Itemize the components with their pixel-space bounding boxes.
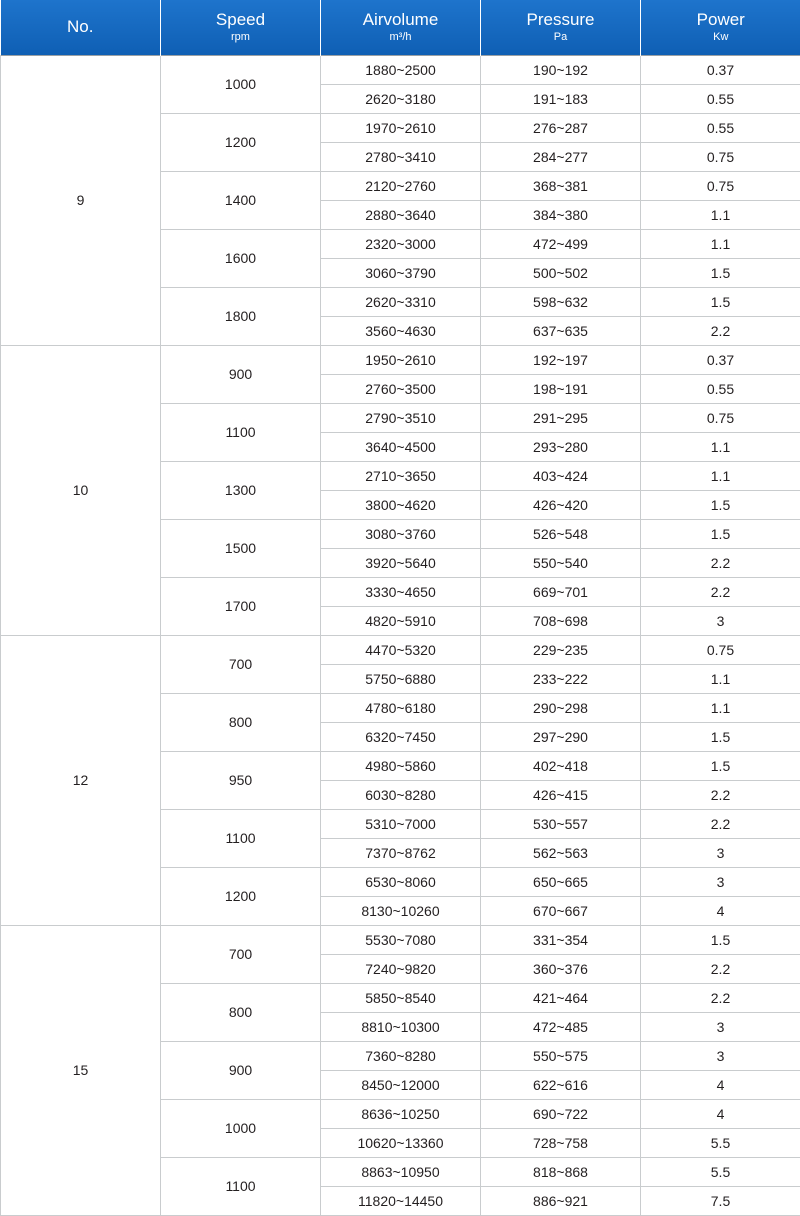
cell-pressure: 669~701 (481, 577, 641, 606)
cell-pressure: 284~277 (481, 142, 641, 171)
cell-pressure: 622~616 (481, 1070, 641, 1099)
cell-power: 4 (641, 1099, 800, 1128)
cell-speed: 800 (161, 983, 321, 1041)
cell-airvolume: 4820~5910 (321, 606, 481, 635)
cell-airvolume: 6320~7450 (321, 722, 481, 751)
cell-power: 3 (641, 1012, 800, 1041)
cell-airvolume: 5750~6880 (321, 664, 481, 693)
cell-airvolume: 3330~4650 (321, 577, 481, 606)
cell-pressure: 650~665 (481, 867, 641, 896)
cell-airvolume: 2120~2760 (321, 171, 481, 200)
cell-airvolume: 2620~3310 (321, 287, 481, 316)
cell-airvolume: 7240~9820 (321, 954, 481, 983)
cell-pressure: 530~557 (481, 809, 641, 838)
cell-airvolume: 3060~3790 (321, 258, 481, 287)
cell-airvolume: 6530~8060 (321, 867, 481, 896)
table-row (1, 55, 800, 84)
cell-airvolume: 5850~8540 (321, 983, 481, 1012)
header-pressure-unit: Pa (483, 31, 638, 44)
cell-speed: 1000 (161, 1099, 321, 1157)
cell-speed: 1700 (161, 577, 321, 635)
cell-speed: 1100 (161, 403, 321, 461)
cell-power: 1.1 (641, 693, 800, 722)
cell-pressure: 192~197 (481, 345, 641, 374)
cell-power: 0.37 (641, 55, 800, 84)
cell-airvolume: 2880~3640 (321, 200, 481, 229)
cell-pressure: 690~722 (481, 1099, 641, 1128)
cell-speed: 1200 (161, 867, 321, 925)
header-cell-pressure (481, 0, 641, 55)
cell-power: 1.5 (641, 722, 800, 751)
cell-pressure: 291~295 (481, 403, 641, 432)
cell-airvolume: 3920~5640 (321, 548, 481, 577)
header-airvolume-unit: m³/h (323, 31, 478, 44)
cell-power: 3 (641, 838, 800, 867)
header-cell-airvolume (321, 0, 481, 55)
cell-pressure: 403~424 (481, 461, 641, 490)
header-pressure-title: Pressure (483, 9, 638, 30)
cell-speed: 1100 (161, 1157, 321, 1215)
cell-power: 1.5 (641, 490, 800, 519)
cell-pressure: 191~183 (481, 84, 641, 113)
cell-no: 12 (1, 635, 161, 925)
cell-pressure: 402~418 (481, 751, 641, 780)
cell-power: 2.2 (641, 954, 800, 983)
cell-airvolume: 8130~10260 (321, 896, 481, 925)
cell-pressure: 472~485 (481, 1012, 641, 1041)
cell-airvolume: 2760~3500 (321, 374, 481, 403)
cell-pressure: 276~287 (481, 113, 641, 142)
cell-airvolume: 1970~2610 (321, 113, 481, 142)
cell-power: 1.5 (641, 925, 800, 954)
cell-speed: 700 (161, 925, 321, 983)
cell-airvolume: 11820~14450 (321, 1186, 481, 1215)
cell-airvolume: 3640~4500 (321, 432, 481, 461)
cell-airvolume: 3560~4630 (321, 316, 481, 345)
cell-power: 1.1 (641, 664, 800, 693)
cell-power: 0.75 (641, 635, 800, 664)
cell-pressure: 384~380 (481, 200, 641, 229)
cell-speed: 1800 (161, 287, 321, 345)
cell-airvolume: 3800~4620 (321, 490, 481, 519)
cell-airvolume: 2780~3410 (321, 142, 481, 171)
cell-airvolume: 6030~8280 (321, 780, 481, 809)
cell-power: 0.75 (641, 142, 800, 171)
cell-power: 2.2 (641, 548, 800, 577)
cell-power: 1.1 (641, 229, 800, 258)
cell-airvolume: 2620~3180 (321, 84, 481, 113)
cell-power: 1.5 (641, 751, 800, 780)
cell-airvolume: 4980~5860 (321, 751, 481, 780)
cell-pressure: 421~464 (481, 983, 641, 1012)
cell-airvolume: 8863~10950 (321, 1157, 481, 1186)
cell-power: 0.55 (641, 113, 800, 142)
header-row (1, 0, 800, 55)
cell-speed: 1400 (161, 171, 321, 229)
cell-pressure: 426~420 (481, 490, 641, 519)
header-no-title: No. (3, 16, 159, 37)
cell-power: 5.5 (641, 1128, 800, 1157)
cell-pressure: 670~667 (481, 896, 641, 925)
cell-pressure: 229~235 (481, 635, 641, 664)
header-speed-unit: rpm (163, 31, 318, 44)
cell-airvolume: 1950~2610 (321, 345, 481, 374)
cell-power: 2.2 (641, 983, 800, 1012)
cell-pressure: 293~280 (481, 432, 641, 461)
cell-power: 0.75 (641, 403, 800, 432)
cell-airvolume: 5310~7000 (321, 809, 481, 838)
cell-pressure: 500~502 (481, 258, 641, 287)
cell-pressure: 426~415 (481, 780, 641, 809)
cell-pressure: 297~290 (481, 722, 641, 751)
cell-airvolume: 8450~12000 (321, 1070, 481, 1099)
cell-airvolume: 2790~3510 (321, 403, 481, 432)
cell-pressure: 708~698 (481, 606, 641, 635)
cell-no: 9 (1, 55, 161, 345)
cell-power: 1.1 (641, 432, 800, 461)
table-row (1, 925, 800, 954)
cell-airvolume: 3080~3760 (321, 519, 481, 548)
cell-power: 1.5 (641, 287, 800, 316)
cell-speed: 1100 (161, 809, 321, 867)
cell-pressure: 526~548 (481, 519, 641, 548)
cell-speed: 1600 (161, 229, 321, 287)
cell-pressure: 562~563 (481, 838, 641, 867)
cell-power: 5.5 (641, 1157, 800, 1186)
cell-power: 1.5 (641, 258, 800, 287)
cell-airvolume: 2710~3650 (321, 461, 481, 490)
cell-power: 1.5 (641, 519, 800, 548)
cell-airvolume: 10620~13360 (321, 1128, 481, 1157)
cell-airvolume: 7360~8280 (321, 1041, 481, 1070)
header-power-unit: Kw (643, 31, 799, 44)
table-header (1, 0, 800, 55)
cell-pressure: 360~376 (481, 954, 641, 983)
header-speed-title: Speed (163, 9, 318, 30)
cell-pressure: 637~635 (481, 316, 641, 345)
cell-pressure: 198~191 (481, 374, 641, 403)
cell-airvolume: 7370~8762 (321, 838, 481, 867)
cell-airvolume: 1880~2500 (321, 55, 481, 84)
table-row (1, 345, 800, 374)
cell-pressure: 550~540 (481, 548, 641, 577)
cell-pressure: 818~868 (481, 1157, 641, 1186)
cell-speed: 1500 (161, 519, 321, 577)
cell-power: 7.5 (641, 1186, 800, 1215)
cell-power: 3 (641, 606, 800, 635)
header-cell-no (1, 0, 161, 55)
cell-speed: 1000 (161, 55, 321, 113)
cell-no: 10 (1, 345, 161, 635)
header-airvolume-title: Airvolume (323, 9, 478, 30)
header-cell-speed (161, 0, 321, 55)
cell-pressure: 368~381 (481, 171, 641, 200)
cell-pressure: 290~298 (481, 693, 641, 722)
cell-no: 15 (1, 925, 161, 1215)
cell-speed: 900 (161, 1041, 321, 1099)
table-body (1, 55, 800, 1215)
cell-power: 1.1 (641, 461, 800, 490)
cell-pressure: 728~758 (481, 1128, 641, 1157)
cell-speed: 900 (161, 345, 321, 403)
cell-power: 2.2 (641, 316, 800, 345)
cell-pressure: 233~222 (481, 664, 641, 693)
cell-airvolume: 4780~6180 (321, 693, 481, 722)
cell-power: 2.2 (641, 780, 800, 809)
cell-airvolume: 8810~10300 (321, 1012, 481, 1041)
cell-airvolume: 8636~10250 (321, 1099, 481, 1128)
cell-power: 3 (641, 1041, 800, 1070)
cell-airvolume: 4470~5320 (321, 635, 481, 664)
cell-speed: 800 (161, 693, 321, 751)
header-power-title: Power (643, 9, 799, 30)
cell-power: 2.2 (641, 809, 800, 838)
cell-power: 0.37 (641, 345, 800, 374)
cell-power: 4 (641, 896, 800, 925)
cell-speed: 700 (161, 635, 321, 693)
cell-pressure: 331~354 (481, 925, 641, 954)
cell-speed: 950 (161, 751, 321, 809)
cell-speed: 1300 (161, 461, 321, 519)
cell-power: 0.75 (641, 171, 800, 200)
cell-pressure: 472~499 (481, 229, 641, 258)
cell-power: 0.55 (641, 374, 800, 403)
cell-power: 1.1 (641, 200, 800, 229)
cell-speed: 1200 (161, 113, 321, 171)
cell-power: 4 (641, 1070, 800, 1099)
cell-pressure: 190~192 (481, 55, 641, 84)
table-row (1, 635, 800, 664)
cell-power: 3 (641, 867, 800, 896)
cell-pressure: 598~632 (481, 287, 641, 316)
cell-power: 0.55 (641, 84, 800, 113)
header-cell-power (641, 0, 800, 55)
cell-airvolume: 5530~7080 (321, 925, 481, 954)
cell-pressure: 550~575 (481, 1041, 641, 1070)
cell-airvolume: 2320~3000 (321, 229, 481, 258)
cell-pressure: 886~921 (481, 1186, 641, 1215)
cell-power: 2.2 (641, 577, 800, 606)
